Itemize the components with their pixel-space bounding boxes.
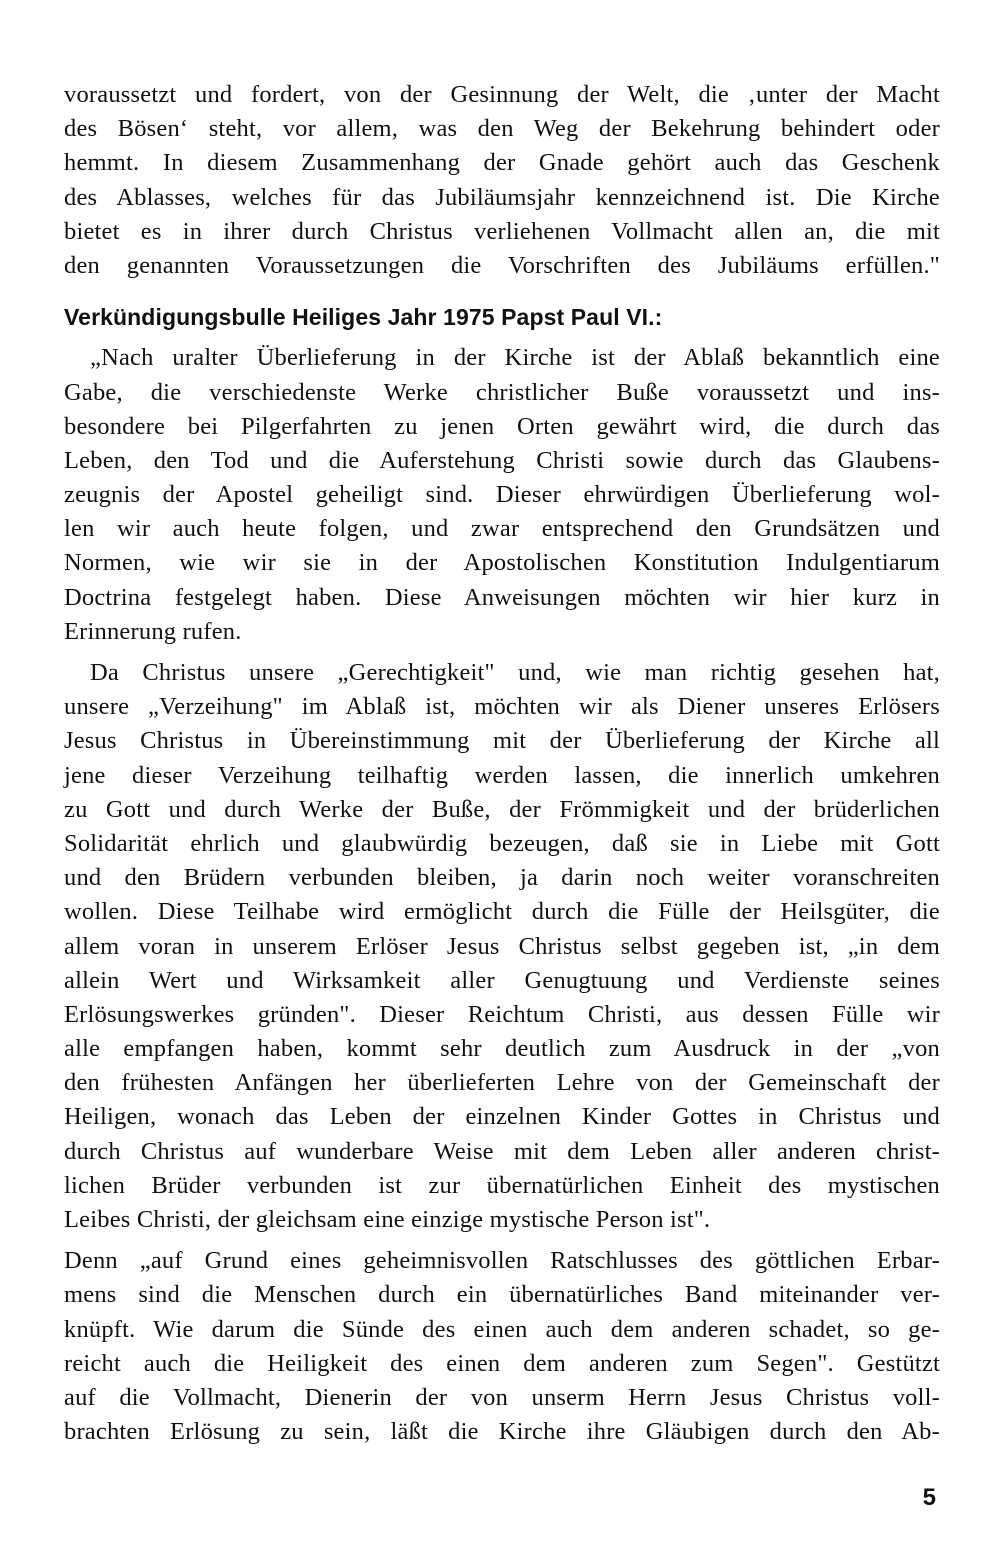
text-line: voraussetzt und fordert, von der Gesinnung der Welt, die ‚unter der Macht — [64, 81, 940, 108]
text-line: zeugnis der Apostel geheiligt sind. Dieser ehrwürdigen Überlieferung wol- — [64, 481, 940, 509]
text-line: besondere bei Pilgerfahrten zu jenen Orten gewährt wird, die durch das — [64, 412, 940, 440]
body-paragraph — [64, 656, 940, 1237]
text-line: len wir auch heute folgen, und zwar entsprechend den Grundsätzen und — [64, 515, 940, 543]
text-line: Heiligen, wonach das Leben der einzelnen Kinder Gottes in Christus und — [64, 1103, 940, 1131]
paragraph-continuation — [64, 78, 940, 283]
text-line: „Nach uralter Überlieferung in der Kirche ist der Ablaß bekanntlich eine — [90, 344, 940, 372]
text-line: und den Brüdern verbunden bleiben, ja darin noch weiter voranschreiten — [64, 864, 940, 892]
text-line: Solidarität ehrlich und glaubwürdig bezeugen, daß sie in Liebe mit Gott — [64, 829, 940, 857]
text-line: durch Christus auf wunderbare Weise mit dem Leben aller anderen christ- — [64, 1137, 940, 1165]
text-line: brachten Erlösung zu sein, läßt die Kirche ihre Gläubigen durch den Ab- — [64, 1418, 940, 1446]
text-line: Jesus Christus in Übereinstimmung mit der Überlieferung der Kirche all — [64, 727, 940, 755]
text-line: den frühesten Anfängen her überlieferten Lehre von der Gemeinschaft der — [64, 1069, 940, 1097]
text-line: Normen, wie wir sie in der Apostolischen Konstitution Indulgentiarum — [64, 549, 940, 577]
page-number: 5 — [922, 1484, 936, 1511]
text-line: den genannten Voraussetzungen die Vorschriften des Jubiläums erfüllen." — [64, 251, 940, 279]
text-line: reicht auch die Heiligkeit des einen dem anderen zum Segen". Gestützt — [64, 1349, 940, 1377]
text-line: unsere „Verzeihung" im Ablaß ist, möchten wir als Diener unseres Erlösers — [64, 693, 940, 721]
text-line: hemmt. In diesem Zusammenhang der Gnade gehört auch das Geschenk — [64, 149, 940, 177]
text-line: alle empfangen haben, kommt sehr deutlich zum Ausdruck in der „von — [64, 1035, 940, 1063]
text-line: Leben, den Tod und die Auferstehung Christi sowie durch das Glaubens- — [64, 446, 940, 474]
text-line: Erinnerung rufen. — [64, 617, 242, 645]
text-line: Gabe, die verschiedenste Werke christlicher Buße voraussetzt und ins- — [64, 378, 940, 406]
section-heading: Verkündigungsbulle Heiliges Jahr 1975 Papst Paul VI.: — [64, 304, 663, 331]
text-line: lichen Brüder verbunden ist zur übernatürlichen Einheit des mystischen — [64, 1171, 940, 1199]
text-line: des Ablasses, welches für das Jubiläumsjahr kennzeichnend ist. Die Kirche — [64, 183, 940, 211]
text-line: Doctrina festgelegt haben. Diese Anweisungen möchten wir hier kurz in — [64, 583, 940, 611]
quote-paragraph — [64, 341, 940, 649]
text-line: jene dieser Verzeihung teilhaftig werden lassen, die innerlich umkehren — [64, 761, 940, 789]
text-line: allem voran in unserem Erlöser Jesus Christus selbst gegeben ist, „in dem — [64, 932, 940, 960]
text-line: Denn „auf Grund eines geheimnisvollen Ratschlusses des göttlichen Erbar- — [64, 1247, 940, 1275]
text-line: des Bösen‘ steht, vor allem, was den Weg der Bekehrung behindert oder — [64, 115, 940, 143]
text-line: Leibes Christi, der gleichsam eine einzige mystische Person ist". — [64, 1206, 711, 1233]
page-body — [64, 78, 940, 1449]
text-line: zu Gott und durch Werke der Buße, der Frömmigkeit und der brüderlichen — [64, 795, 940, 823]
text-line: auf die Vollmacht, Dienerin der von unserm Herrn Jesus Christus voll- — [64, 1383, 940, 1411]
text-line: allein Wert und Wirksamkeit aller Genugtuung und Verdienste seines — [64, 966, 940, 994]
body-paragraph — [64, 1244, 940, 1449]
text-line: knüpft. Wie darum die Sünde des einen auch dem anderen schadet, so ge- — [64, 1315, 940, 1343]
text-line: bietet es in ihrer durch Christus verliehenen Vollmacht allen an, die mit — [64, 217, 940, 245]
text-line: Da Christus unsere „Gerechtigkeit" und, wie man richtig gesehen hat, — [90, 659, 940, 686]
text-line: Erlösungswerkes gründen". Dieser Reichtum Christi, aus dessen Fülle wir — [64, 1000, 940, 1028]
text-line: wollen. Diese Teilhabe wird ermöglicht durch die Fülle der Heilsgüter, die — [64, 898, 940, 926]
text-line: mens sind die Menschen durch ein übernatürliches Band miteinander ver- — [64, 1281, 940, 1309]
